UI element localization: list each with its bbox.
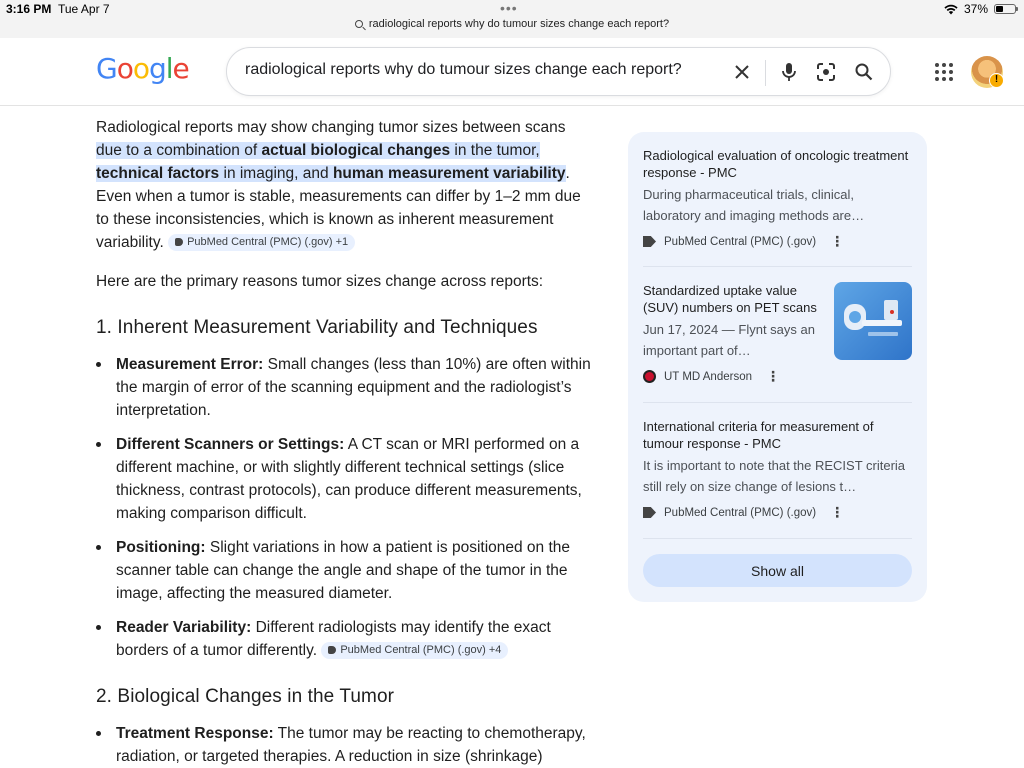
source-snippet: During pharmaceutical trials, clinical, laboratory and imaging methods are… bbox=[643, 187, 865, 223]
source-meta bbox=[643, 233, 912, 250]
list-item: Measurement Error: Small changes (less than 10%) are often within the margin of error of the scanning equipment and the radiologist’s interpretation. bbox=[96, 353, 591, 422]
warning-badge-icon: ! bbox=[989, 73, 1004, 88]
bullet-list bbox=[96, 353, 591, 662]
source-snippet: Jun 17, 2024 — Flynt says an important part of… bbox=[643, 322, 815, 358]
source-meta bbox=[643, 504, 912, 521]
address-search-icon bbox=[355, 20, 363, 28]
pet-scan-thumbnail[interactable] bbox=[834, 282, 912, 360]
show-all-button[interactable]: Show all bbox=[643, 554, 912, 587]
address-bar[interactable] bbox=[0, 18, 1024, 30]
battery-icon bbox=[994, 4, 1016, 14]
pmc-icon bbox=[643, 507, 656, 518]
source-chip[interactable]: PubMed Central (PMC) (.gov) +4 bbox=[321, 642, 508, 659]
source-chip[interactable]: PubMed Central (PMC) (.gov) +1 bbox=[168, 234, 355, 251]
list-item: Positioning: Slight variations in how a patient is positioned on the scanner table can change the angle and shape of the tumor in the image, affecting the measured diameter. bbox=[96, 536, 591, 605]
pmc-icon bbox=[328, 646, 336, 654]
source-title[interactable]: Radiological evaluation of oncologic treatment response - PMC bbox=[643, 148, 909, 180]
source-card[interactable] bbox=[643, 282, 828, 385]
more-options-icon[interactable]: ⋮ bbox=[830, 233, 845, 249]
pmc-icon bbox=[175, 238, 183, 246]
source-site: PubMed Central (PMC) (.gov) bbox=[664, 235, 817, 248]
list-item: Different Scanners or Settings: A CT scan or MRI performed on a different machine, or with slightly different technical settings (slice thickness, contrast protocols), can produce different measurements, making comparison difficult. bbox=[96, 433, 591, 525]
sources-panel bbox=[628, 132, 927, 602]
google-logo[interactable]: Google bbox=[96, 52, 189, 85]
divider bbox=[643, 266, 912, 267]
source-meta bbox=[643, 368, 828, 385]
source-snippet: It is important to note that the RECIST criteria still rely on size change of lesions t… bbox=[643, 458, 906, 494]
status-bar bbox=[0, 0, 1024, 38]
highlighted-text: due to a combination of actual biological changes in the tumor, technical factors in imaging, and human measurement variability bbox=[96, 142, 566, 182]
divider bbox=[643, 402, 912, 403]
close-icon[interactable] bbox=[730, 60, 754, 84]
ai-overview bbox=[96, 116, 591, 768]
section-heading: 1. Inherent Measurement Variability and Techniques bbox=[96, 317, 538, 338]
more-options-icon[interactable]: ⋮ bbox=[830, 504, 845, 520]
more-options-icon[interactable]: ⋮ bbox=[766, 368, 780, 384]
address-url: radiological reports why do tumour sizes change each report? bbox=[368, 18, 670, 30]
source-title[interactable]: Standardized uptake value (SUV) numbers on PET scans bbox=[643, 283, 817, 315]
pmc-icon bbox=[643, 236, 656, 247]
divider bbox=[643, 538, 912, 539]
status-time: 3:16 PM bbox=[6, 2, 52, 16]
source-site: PubMed Central (PMC) (.gov) bbox=[664, 506, 817, 519]
search-divider bbox=[765, 60, 766, 86]
source-title[interactable]: International criteria for measurement of tumour response - PMC bbox=[643, 419, 874, 451]
list-item: Reader Variability: Different radiologists may identify the exact borders of a tumor differently. PubMed Central (PMC) (.gov) +4 bbox=[96, 616, 591, 662]
mic-icon[interactable] bbox=[777, 60, 801, 84]
status-date: Tue Apr 7 bbox=[58, 2, 110, 16]
lens-icon[interactable] bbox=[814, 60, 838, 84]
source-card[interactable] bbox=[643, 147, 912, 250]
source-site: UT MD Anderson bbox=[664, 370, 752, 383]
source-card[interactable] bbox=[643, 418, 912, 521]
bullet-list bbox=[96, 722, 591, 768]
search-input[interactable] bbox=[245, 61, 705, 79]
search-icon[interactable] bbox=[852, 60, 876, 84]
list-item: Treatment Response: The tumor may be reacting to chemotherapy, radiation, or targeted therapies. A reduction in size (shrinkage) bbox=[96, 722, 591, 768]
apps-icon[interactable] bbox=[934, 62, 954, 82]
intro-paragraph: Radiological reports may show changing tumor sizes between scans due to a combination of actual biological changes in the tumor, technical factors in imaging, and human measurement variability. Even when a tumor is stable, measurements can differ by 1–2 mm due to these inconsistencies, which is known as inherent measurement variability. PubMed Central (PMC) (.gov) +1 bbox=[96, 119, 581, 251]
battery-percent: 37% bbox=[963, 2, 988, 16]
lead-paragraph: Here are the primary reasons tumor sizes change across reports: bbox=[96, 273, 544, 290]
wifi-icon bbox=[944, 4, 958, 15]
search-header bbox=[0, 38, 1024, 106]
md-anderson-icon bbox=[643, 370, 656, 383]
status-indicators bbox=[944, 2, 1016, 16]
section-heading: 2. Biological Changes in the Tumor bbox=[96, 686, 395, 707]
multitask-dots-icon[interactable]: ••• bbox=[500, 0, 518, 16]
search-box bbox=[226, 47, 891, 96]
